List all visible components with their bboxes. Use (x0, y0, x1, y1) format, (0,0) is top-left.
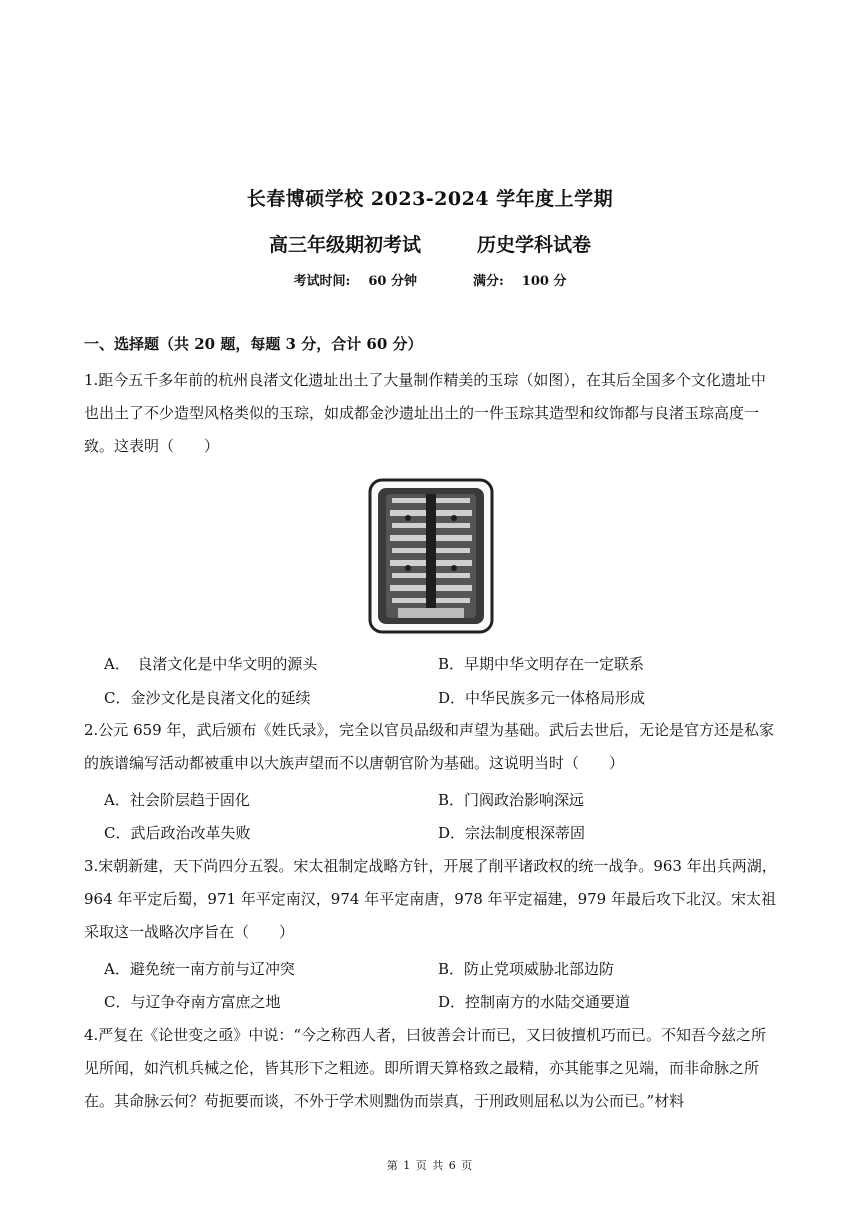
question-3-stem: 3.宋朝新建，天下尚四分五裂。宋太祖制定战略方针，开展了削平诸政权的统一战争。963 年出兵两湖，964 年平定后蜀，971 年平定南汉，974 年平定南唐，978 年平定福建，979 年最后攻下北汉。宋太祖采取这一战略次序旨在（ ） (84, 857, 777, 941)
question-1-stem: 1.距今五千多年前的杭州良渚文化遗址出土了大量制作精美的玉琮（如图），在其后全国多个文化遗址中也出土了不少造型风格类似的玉琮，如成都金沙遗址出土的一件玉琮其造型和纹饰都与良渚玉琮高度一致。这表明（ ） (84, 371, 766, 455)
question-4-stem: 4.严复在《论世变之亟》中说：“今之称西人者，曰彼善会计而已，又曰彼擅机巧而已。不知吾今兹之所见所闻，如汽机兵械之伦，皆其形下之粗迹。即所谓天算格致之最精，亦其能事之见端，而非命脉之所在。其命脉云何？苟扼要而谈，不外于学术则黜伪而崇真，于刑政则屈私以为公而已。”材料 (84, 1026, 766, 1110)
question-1-option-c: C．金沙文化是良渚文化的延续 (104, 689, 311, 707)
time-label: 考试时间: (293, 274, 351, 289)
jade-cong-icon (368, 478, 494, 634)
time-value: 60 分钟 (368, 274, 417, 289)
subtitle-subject: 历史学科试卷 (477, 234, 592, 256)
section-heading: 一、选择题（共 20 题，每题 3 分，合计 60 分） (84, 335, 423, 353)
question-2-stem: 2.公元 659 年，武后颁布《姓氏录》，完全以官员品级和声望为基础。武后去世后，无论是官方还是私家的族谱编写活动都被重申以大族声望而不以唐朝官阶为基础。这说明当时（ ） (84, 721, 774, 772)
question-2-option-d: D．宗法制度根深蒂固 (438, 824, 586, 842)
question-2-option-c: C．武后政治改革失败 (104, 824, 251, 842)
exam-meta (0, 270, 860, 289)
exam-title: 长春博硕学校 2023-2024 学年度上学期 (246, 188, 614, 210)
subtitle-grade: 高三年级期初考试 (268, 234, 421, 256)
question-1-option-b: B．早期中华文明存在一定联系 (438, 655, 645, 673)
page-footer: 第 1 页 共 6 页 (386, 1159, 474, 1172)
question-2-option-b: B．门阀政治影响深远 (438, 791, 585, 809)
exam-subtitle (0, 230, 860, 257)
score-value: 100 分 (521, 274, 567, 289)
question-3-option-c: C．与辽争夺南方富庶之地 (104, 993, 281, 1011)
question-2-option-a: A．社会阶层趋于固化 (104, 791, 250, 809)
question-3-option-d: D．控制南方的水陆交通要道 (438, 993, 631, 1011)
score-label: 满分: (472, 274, 504, 289)
question-3-option-b: B．防止党项威胁北部边防 (438, 960, 615, 978)
question-3-option-a: A．避免统一南方前与辽冲突 (104, 960, 295, 978)
question-1-option-a: A． 良渚文化是中华文明的源头 (104, 655, 318, 673)
question-1-option-d: D．中华民族多元一体格局形成 (438, 689, 646, 707)
